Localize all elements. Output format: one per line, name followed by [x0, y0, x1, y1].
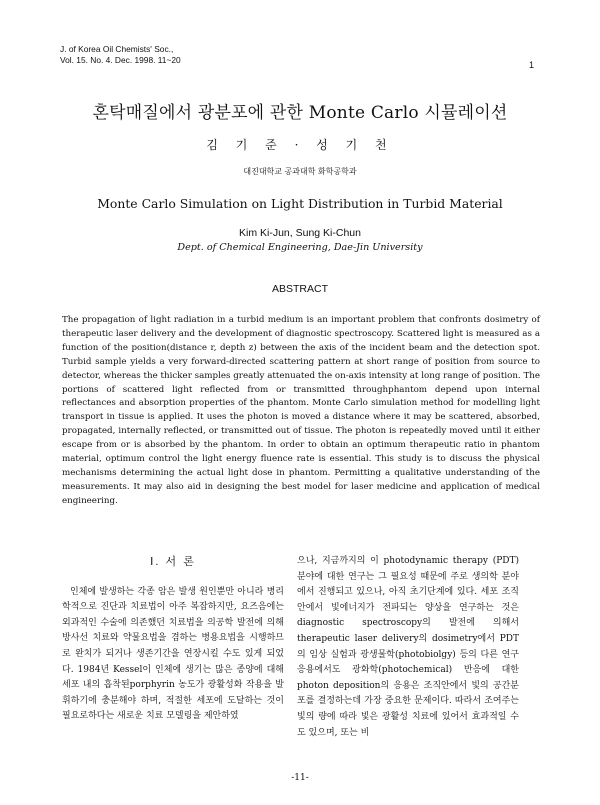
affiliation-english: Dept. of Chemical Engineering, Dae-Jin University [177, 242, 423, 253]
intro-paragraph-left: 인체에 발생하는 각종 암은 발생 원인뿐만 아니라 병리학적으로 진단과 치료법이 아주 복잡하지만, 요즈음에는 외과적인 수술에 의존했던 치료법을 의공학 발전에 의해 방사선 치료와 약물요법을 겸하는 병용요법을 시행하므로 완치가 되거나 생존기간을 연장시킬 수도 있게 되었다. 1984년 Kessel이 인체에 생기는 많은 종양에 대해 세포 내의 흡착된porphyrin 농도가 광활성화 작용을 발휘하기에 충분해야 하며, 적절한 세포에 도달하는 것이 필요로하다는 새로운 치료 모델링을 제안하였 [62, 586, 284, 722]
page-number-top: 1 [528, 60, 534, 70]
page-number-bottom: -11- [291, 773, 309, 783]
journal-citation [60, 44, 181, 66]
abstract-heading: ABSTRACT [271, 283, 328, 295]
affiliation-korean: 대진대학교 공과대학 화학공학과 [243, 167, 357, 176]
intro-paragraph-right: 으나, 지금까지의 이 photodynamic therapy (PDT) 분야에 대한 연구는 그 필요성 때문에 주로 생의학 분야에서 진행되고 있으나, 아직 초기단계에 있다. 세포 조직안에서 빛에너지가 전파되는 양상을 연구하는 것은 diagnostic spectroscopy의 발전에 의해서 therapeutic laser delivery의 dosimetry에서 PDT의 임상 실험과 광생물학(photobiolgy) 등의 다른 연구 응용에서도 광화학(photochemical) 반응에 대한 photon deposition의 응용은 조직안에서 빛의 공간분포를 결정하는데 가장 중요한 문제이다. 따라서 조여주는 빛의 량에 따라 빛은 광활성 치료에 있어서 효과적일 수도 있으며, 또는 비 [297, 556, 519, 738]
title-korean: 혼탁매질에서 광분포에 관한 Monte Carlo 시뮬레이션 [92, 103, 508, 123]
intro-column-left [62, 555, 284, 725]
intro-column-right [297, 554, 519, 741]
journal-volume: Vol. 15. No. 4. Dec. 1998. 11~20 [60, 55, 181, 65]
title-english: Monte Carlo Simulation on Light Distribution in Turbid Material [97, 196, 503, 211]
authors-english: Kim Ki-Jun, Sung Ki-Chun [239, 227, 361, 239]
journal-name: J. of Korea Oil Chemists' Soc., [60, 44, 174, 54]
authors-korean: 김 기 준 · 성 기 천 [206, 138, 394, 152]
abstract-text: The propagation of light radiation in a turbid medium is an important problem that confronts dosimetry of therapeutic laser delivery and the development of diagnostic spectroscopy. Scattered light is measured as a function of the position(distance r, depth z) between the axis of the incident beam and the detection spot. Turbid sample yields a very forward-directed scattering pattern at short range of position from source to detector, whereas the thicker samples greatly attenuated the on-axis intensity at long range of position. The portions of scattered light reflected from or transmitted throughphantom depend upon internal reflectances and absorption properties of the phantom. Monte Carlo simulation method for modelling light transport in tissue is applied. It uses the photon is moved a distance where it may be scattered, absorbed, propagated, internally reflected, or transmitted out of tissue. The photon is repeatedly moved until it either escape from or is absorbed by the phantom. In order to obtain an optimum therapeutic ratio in phantom material, optimum control the light energy fluence rate is essential. This study is to discuss the physical mechanisms determining the actual light dose in phantom. Permitting a qualitative understanding of the measurements. It may also aid in designing the best model for laser medicine and application of medical engineering. [62, 315, 540, 506]
section-heading-introduction: Ⅰ. 서 론 [150, 556, 196, 568]
